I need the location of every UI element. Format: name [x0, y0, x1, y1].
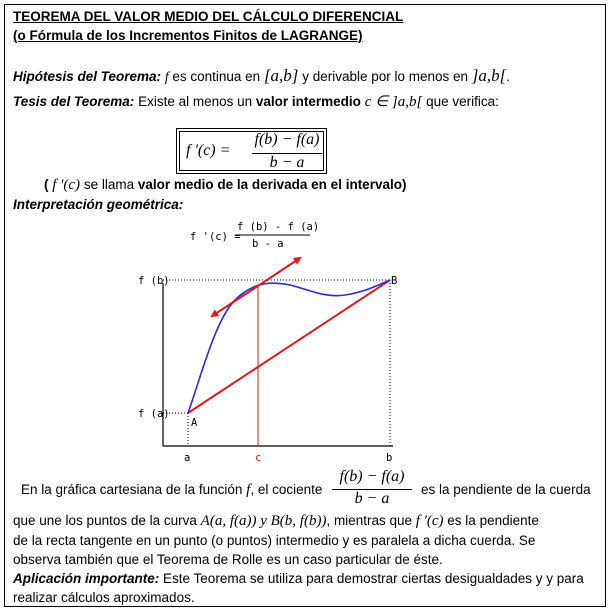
graph-formula-lhs: f '(c) = — [190, 231, 241, 243]
tick-c: c — [255, 452, 262, 464]
para-line-2 — [13, 513, 539, 530]
thesis-text-2: que verifica: — [426, 94, 499, 109]
tick-b: b — [386, 452, 393, 464]
para-2b: , mientras que — [326, 513, 412, 528]
thesis-text-1: Existe al menos un — [138, 94, 253, 109]
para-frac-numerator: f(b) − f(a) — [339, 468, 405, 485]
para-1f: f — [246, 482, 251, 498]
para-2math: A(a, f(a)) y B(b, f(b)) — [200, 513, 327, 529]
graph-formula-denominator: b - a — [252, 238, 284, 250]
label-fb: f (b) — [138, 275, 170, 287]
para-2a: que une los puntos de la curva — [13, 513, 197, 528]
para-line-1 — [21, 482, 322, 499]
hypothesis-text-1: es continua en — [172, 69, 261, 84]
label-point-b: B — [391, 275, 398, 287]
title-line-1: TEOREMA DEL VALOR MEDIO DEL CÁLCULO DIFERENCIAL — [13, 9, 404, 24]
interpretation-label-text: Interpretación geométrica: — [13, 197, 184, 212]
label-point-a: A — [191, 417, 198, 429]
hypothesis-end: . — [506, 69, 511, 84]
para-2fc: f '(c) — [415, 513, 444, 529]
para-line-5 — [13, 571, 584, 586]
hypothesis-closed-interval: [a,b] — [263, 66, 299, 85]
hypothesis-f: f — [164, 69, 169, 84]
thesis-c-in: c ∈ ]a,b[ — [364, 94, 423, 110]
note-fc: f '(c) — [52, 177, 81, 193]
chord-line — [188, 280, 390, 413]
note-bold: valor medio de la derivada en el intervalo) — [137, 177, 407, 192]
para-1a: En la gráfica cartesiana de la función — [21, 482, 243, 497]
formula-denominator: b − a — [269, 154, 305, 171]
application-label: Aplicación importante: — [13, 571, 160, 586]
tangent-arrow-down — [212, 286, 258, 316]
para-2c: es la pendiente — [447, 513, 539, 528]
title-line-2: (o Fórmula de los Incrementos Finitos de LAGRANGE) — [13, 28, 363, 43]
graph-formula-numerator: f (b) - f (a) — [237, 221, 320, 233]
note-text: se llama — [83, 177, 135, 192]
formula-numerator: f(b) − f(a) — [254, 131, 320, 148]
para-frac-denominator: b − a — [354, 490, 390, 507]
hypothesis-text-2: y derivable por lo menos en — [302, 69, 469, 84]
hypothesis-label: Hipótesis del Teorema: — [13, 69, 162, 84]
para-1b: , el cociente — [250, 482, 323, 497]
tangent-arrow-up — [258, 258, 300, 286]
application-text: Este Teorema se utiliza para demostrar ciertas desigualdades y y para — [163, 571, 584, 586]
thesis-label: Tesis del Teorema: — [13, 94, 135, 109]
formula-lhs: f '(c) = — [186, 142, 231, 159]
para-line-3: de la recta tangente en un punto (o puntos) intermedio y es paralela a dicha cuerda. Se — [13, 533, 536, 548]
label-fa: f (a) — [138, 408, 170, 420]
para-line-6: realizar cálculos aproximados. — [13, 590, 195, 605]
para-line-4: observa también que el Teorema de Rolle es un caso particular de éste. — [13, 552, 443, 567]
tick-a: a — [184, 452, 191, 464]
note-open: ( — [44, 177, 49, 192]
thesis-bold: valor intermedio — [255, 94, 361, 109]
hypothesis-open-interval: ]a,b[ — [471, 66, 507, 85]
para-1c: es la pendiente de la cuerda — [421, 482, 591, 497]
